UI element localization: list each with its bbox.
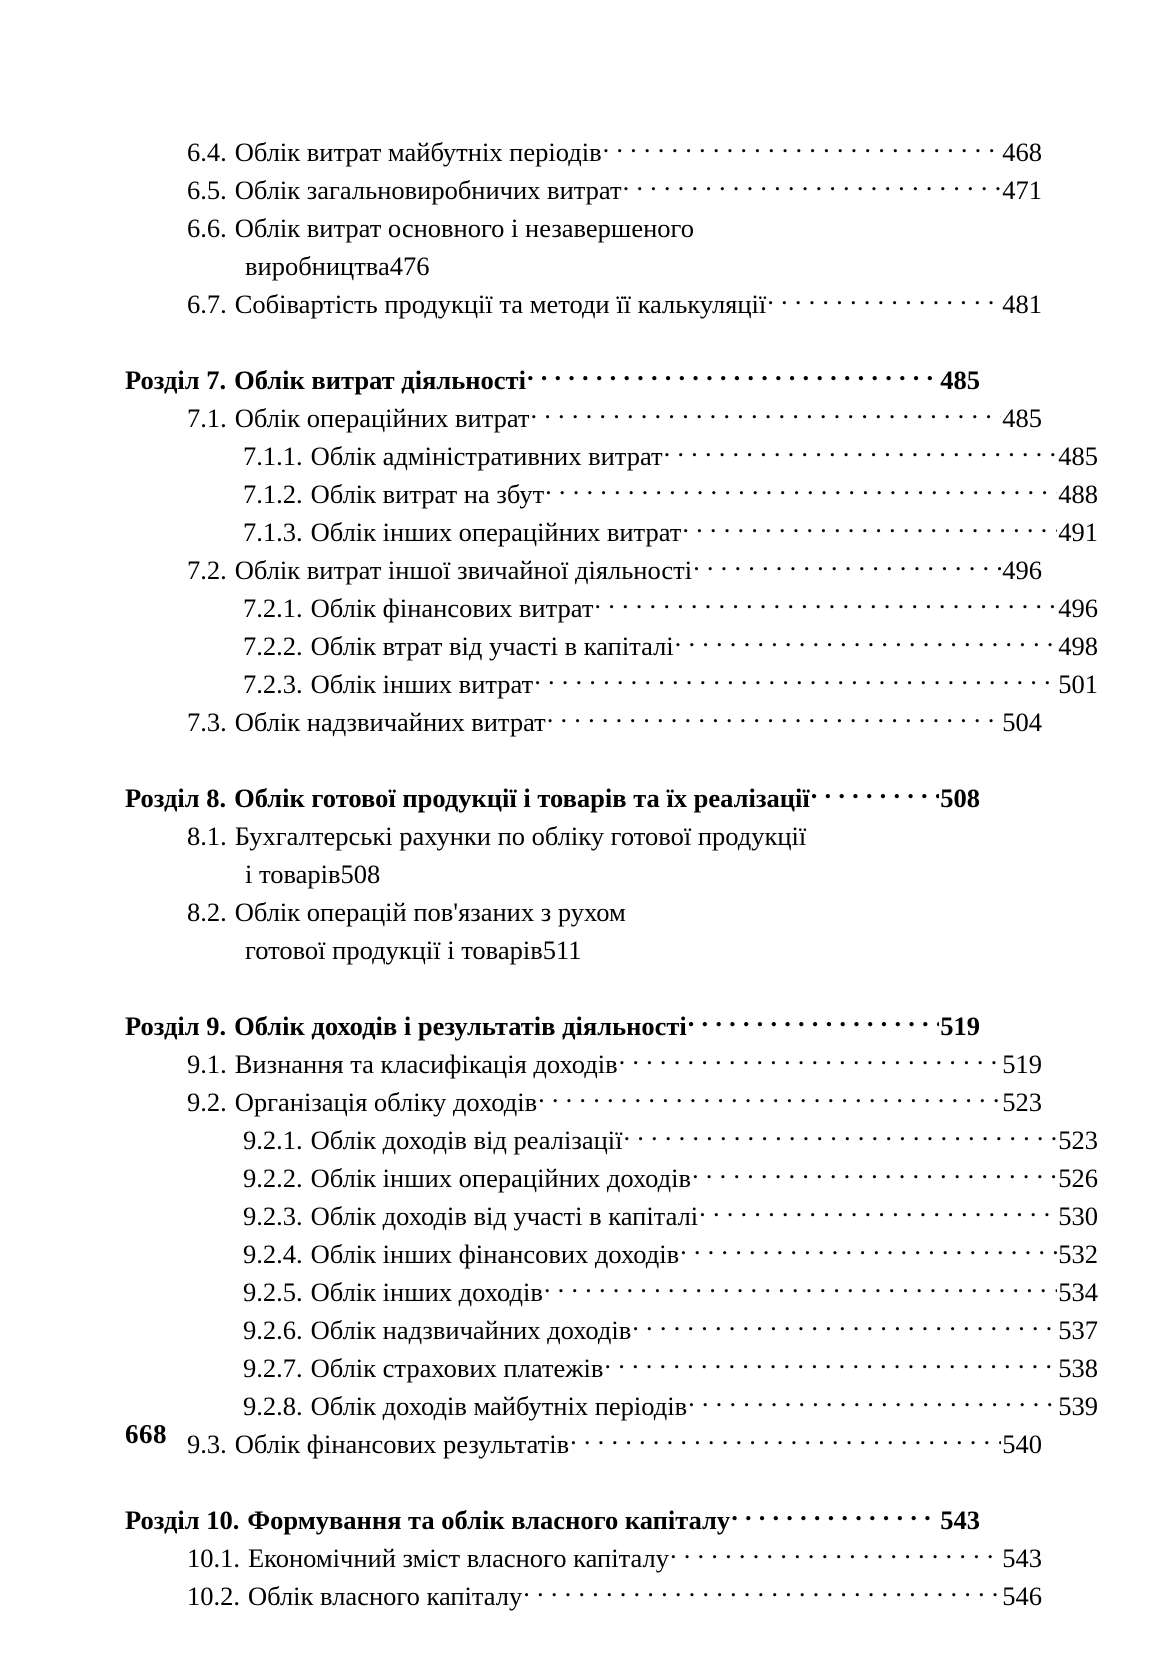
- toc-entry-number: Розділ 7.: [125, 365, 227, 395]
- toc-dot-leader: [664, 439, 1058, 466]
- toc-entry-continuation[interactable]: [125, 931, 1100, 969]
- toc-entry-number: Розділ 8.: [125, 783, 227, 813]
- toc-entry-title: Економічний зміст власного капіталу: [248, 1543, 669, 1573]
- page-number-folio: 668: [125, 1419, 167, 1449]
- toc-dot-leader: [632, 1313, 1057, 1340]
- toc-entry-number: 8.1.: [187, 821, 227, 851]
- toc-entry-number: 7.2.1.: [243, 593, 303, 623]
- toc-chapter-entry[interactable]: [125, 361, 980, 399]
- toc-dot-leader: [670, 1541, 1001, 1568]
- toc-entry-page-number: 476: [389, 251, 430, 281]
- toc-dot-leader: [604, 1351, 1057, 1378]
- toc-section-entry[interactable]: [125, 1197, 1098, 1235]
- toc-dot-leader: [623, 173, 1002, 200]
- toc-entry-page-number: 543: [940, 1505, 980, 1535]
- toc-dot-leader: [603, 135, 1002, 162]
- toc-dot-leader: [619, 1047, 1002, 1074]
- toc-section-entry[interactable]: [125, 589, 1098, 627]
- toc-entry-title-continued: готової продукції і товарів: [245, 935, 543, 965]
- toc-entry-title: Облік страхових платежів: [310, 1353, 604, 1383]
- toc-entry-page-number: 508: [940, 783, 980, 813]
- toc-entry-page-number: 485: [1058, 441, 1098, 471]
- toc-dot-leader: [544, 1275, 1057, 1302]
- toc-entry-page-number: 468: [1002, 137, 1042, 167]
- toc-entry-number: 9.2.5.: [243, 1277, 303, 1307]
- toc-dot-leader: [534, 667, 1057, 694]
- toc-chapter-entry[interactable]: [125, 1007, 980, 1045]
- toc-section-entry[interactable]: [125, 209, 1042, 247]
- toc-dot-leader: [692, 1161, 1057, 1188]
- toc-entry-number: 9.2.2.: [243, 1163, 303, 1193]
- toc-entry-page-number: 508: [340, 859, 381, 889]
- toc-entry-page-number: 491: [1058, 517, 1098, 547]
- toc-entry-continuation[interactable]: [125, 855, 1100, 893]
- toc-dot-leader: [688, 1389, 1057, 1416]
- toc-chapter-entry[interactable]: [125, 779, 980, 817]
- toc-entry-title: Облік операційних витрат: [234, 403, 530, 433]
- toc-entry-title: Облік інших фінансових доходів: [310, 1239, 680, 1269]
- toc-dot-leader: [682, 515, 1057, 542]
- toc-entry-page-number: 526: [1058, 1163, 1098, 1193]
- toc-entry-title: Облік надзвичайних доходів: [310, 1315, 632, 1345]
- toc-entry-number: 7.2.: [187, 555, 227, 585]
- toc-entry-page-number: 485: [940, 365, 980, 395]
- toc-entry-page-number: 523: [1058, 1125, 1098, 1155]
- toc-entry-number: 9.2.6.: [243, 1315, 303, 1345]
- toc-entry-continuation[interactable]: [125, 247, 1100, 285]
- toc-entry-page-number: 496: [1002, 555, 1042, 585]
- toc-dot-leader: [594, 591, 1057, 618]
- toc-entry-title: Собівартість продукції та методи її калькуляції: [234, 289, 767, 319]
- toc-entry-number: 9.2.8.: [243, 1391, 303, 1421]
- toc-entry-title: Облік інших операційних витрат: [310, 517, 682, 547]
- toc-entry-number: 7.1.3.: [243, 517, 303, 547]
- toc-section-entry[interactable]: [125, 1349, 1098, 1387]
- toc-entry-page-number: 511: [542, 935, 582, 965]
- toc-entry-title: Облік доходів від реалізації: [310, 1125, 623, 1155]
- toc-entry-number: 7.2.2.: [243, 631, 303, 661]
- toc-group-spacer: [125, 323, 980, 361]
- toc-section-entry[interactable]: [125, 1159, 1098, 1197]
- toc-dot-leader: [699, 1199, 1057, 1226]
- toc-entry-number: 7.1.: [187, 403, 227, 433]
- toc-section-entry[interactable]: [125, 399, 1042, 437]
- toc-entry-title: Облік втрат від участі в капіталі: [310, 631, 674, 661]
- toc-dot-leader: [527, 363, 939, 390]
- toc-section-entry[interactable]: [125, 893, 1042, 931]
- toc-entry-number: 9.2.4.: [243, 1239, 303, 1269]
- toc-entry-page-number: 519: [1002, 1049, 1042, 1079]
- toc-section-entry[interactable]: [125, 1539, 1042, 1577]
- toc-entry-number: Розділ 9.: [125, 1011, 227, 1041]
- table-of-contents: [125, 133, 1098, 1615]
- toc-entry-title: Облік витрат майбутніх періодів: [234, 137, 602, 167]
- toc-entry-title: Облік інших доходів: [310, 1277, 543, 1307]
- toc-section-entry[interactable]: [125, 551, 1042, 589]
- toc-group-spacer: [125, 1463, 980, 1501]
- toc-entry-page-number: 523: [1002, 1087, 1042, 1117]
- toc-dot-leader: [538, 1085, 1001, 1112]
- toc-entry-number: 7.3.: [187, 707, 227, 737]
- toc-entry-title: Облік адміністративних витрат: [310, 441, 663, 471]
- toc-entry-title: Облік доходів майбутніх періодів: [310, 1391, 688, 1421]
- toc-dot-leader: [680, 1237, 1057, 1264]
- toc-entry-title: Облік інших витрат: [310, 669, 534, 699]
- toc-entry-number: 7.1.1.: [243, 441, 303, 471]
- toc-dot-leader: [688, 1009, 939, 1036]
- toc-entry-page-number: 538: [1058, 1353, 1098, 1383]
- toc-entry-page-number: 534: [1058, 1277, 1098, 1307]
- toc-entry-page-number: 532: [1058, 1239, 1098, 1269]
- toc-section-entry[interactable]: [125, 1121, 1098, 1159]
- toc-entry-title-continued: виробництва: [245, 251, 390, 281]
- toc-entry-page-number: 504: [1002, 707, 1042, 737]
- toc-dot-leader: [530, 401, 1001, 428]
- toc-entry-page-number: 519: [940, 1011, 980, 1041]
- toc-entry-title: Облік готової продукції і товарів та їх реалізації: [234, 783, 810, 813]
- toc-entry-number: 9.1.: [187, 1049, 227, 1079]
- toc-section-entry[interactable]: [125, 1273, 1098, 1311]
- toc-entry-page-number: 485: [1002, 403, 1042, 433]
- toc-entry-page-number: 498: [1058, 631, 1098, 661]
- toc-entry-page-number: 537: [1058, 1315, 1098, 1345]
- toc-entry-number: 9.2.3.: [243, 1201, 303, 1231]
- toc-entry-number: 6.7.: [187, 289, 227, 319]
- toc-dot-leader: [570, 1427, 1001, 1454]
- toc-entry-title: Облік витрат діяльності: [234, 365, 526, 395]
- toc-entry-number: 9.2.1.: [243, 1125, 303, 1155]
- toc-section-entry[interactable]: [125, 437, 1098, 475]
- toc-entry-page-number: 539: [1058, 1391, 1098, 1421]
- toc-entry-page-number: 496: [1058, 593, 1098, 623]
- toc-entry-number: 7.1.2.: [243, 479, 303, 509]
- toc-entry-number: 10.2.: [187, 1581, 240, 1611]
- toc-section-entry[interactable]: [125, 1387, 1098, 1425]
- toc-dot-leader: [545, 477, 1057, 504]
- toc-entry-title: Формування та облік власного капіталу: [247, 1505, 731, 1535]
- toc-entry-number: 8.2.: [187, 897, 227, 927]
- toc-entry-number: 9.3.: [187, 1429, 227, 1459]
- toc-section-entry[interactable]: [125, 1235, 1098, 1273]
- toc-dot-leader: [693, 553, 1001, 580]
- toc-section-entry[interactable]: [125, 1045, 1042, 1083]
- toc-entry-page-number: 530: [1058, 1201, 1098, 1231]
- toc-dot-leader: [547, 705, 1002, 732]
- toc-entry-title: Облік інших операційних доходів: [310, 1163, 692, 1193]
- toc-dot-leader: [811, 781, 939, 808]
- toc-entry-title: Визнання та класифікація доходів: [234, 1049, 618, 1079]
- toc-entry-title: Облік власного капіталу: [248, 1581, 523, 1611]
- toc-entry-title: Облік фінансових результатів: [234, 1429, 570, 1459]
- toc-section-entry[interactable]: [125, 1311, 1098, 1349]
- toc-entry-title-continued: і товарів: [245, 859, 341, 889]
- toc-section-entry[interactable]: [125, 627, 1098, 665]
- toc-entry-title: Облік витрат на збут: [310, 479, 545, 509]
- toc-entry-title: Облік операцій пов'язаних з рухом: [234, 897, 626, 927]
- toc-entry-number: 6.5.: [187, 175, 227, 205]
- toc-entry-number: 7.2.3.: [243, 669, 303, 699]
- toc-entry-number: 9.2.: [187, 1087, 227, 1117]
- toc-group-spacer: [125, 969, 980, 1007]
- toc-entry-page-number: 488: [1058, 479, 1098, 509]
- toc-section-entry[interactable]: [125, 475, 1098, 513]
- toc-entry-title: Бухгалтерські рахунки по обліку готової продукції: [234, 821, 807, 851]
- toc-section-entry[interactable]: [125, 133, 1042, 171]
- toc-entry-title: Облік витрат іншої звичайної діяльності: [234, 555, 693, 585]
- toc-dot-leader: [731, 1503, 939, 1530]
- toc-dot-leader: [624, 1123, 1058, 1150]
- toc-entry-number: 10.1.: [187, 1543, 240, 1573]
- toc-entry-title: Облік надзвичайних витрат: [234, 707, 546, 737]
- toc-entry-title: Облік витрат основного і незавершеного: [234, 213, 694, 243]
- toc-entry-title: Організація обліку доходів: [234, 1087, 538, 1117]
- toc-section-entry[interactable]: [125, 1577, 1042, 1615]
- toc-entry-number: 6.6.: [187, 213, 227, 243]
- toc-entry-title: Облік фінансових витрат: [310, 593, 594, 623]
- toc-group-spacer: [125, 741, 980, 779]
- toc-section-entry[interactable]: [125, 817, 1042, 855]
- toc-section-entry[interactable]: [125, 171, 1042, 209]
- toc-entry-number: 9.2.7.: [243, 1353, 303, 1383]
- toc-entry-title: Облік доходів і результатів діяльності: [234, 1011, 687, 1041]
- toc-dot-leader: [767, 287, 1001, 314]
- toc-section-entry[interactable]: [125, 1425, 1042, 1463]
- toc-entry-number: 6.4.: [187, 137, 227, 167]
- toc-section-entry[interactable]: [125, 285, 1042, 323]
- toc-entry-number: Розділ 10.: [125, 1505, 240, 1535]
- toc-section-entry[interactable]: [125, 1083, 1042, 1121]
- toc-section-entry[interactable]: [125, 665, 1098, 703]
- toc-entry-title: Облік доходів від участі в капіталі: [310, 1201, 699, 1231]
- toc-entry-page-number: 471: [1002, 175, 1042, 205]
- toc-chapter-entry[interactable]: [125, 1501, 980, 1539]
- toc-dot-leader: [675, 629, 1058, 656]
- toc-entry-page-number: 540: [1002, 1429, 1042, 1459]
- toc-entry-page-number: 501: [1058, 669, 1098, 699]
- toc-entry-title: Облік загальновиробничих витрат: [234, 175, 622, 205]
- toc-section-entry[interactable]: [125, 703, 1042, 741]
- toc-section-entry[interactable]: [125, 513, 1098, 551]
- toc-dot-leader: [523, 1579, 1001, 1606]
- toc-entry-page-number: 543: [1002, 1543, 1042, 1573]
- toc-entry-page-number: 546: [1002, 1581, 1042, 1611]
- toc-entry-page-number: 481: [1002, 289, 1042, 319]
